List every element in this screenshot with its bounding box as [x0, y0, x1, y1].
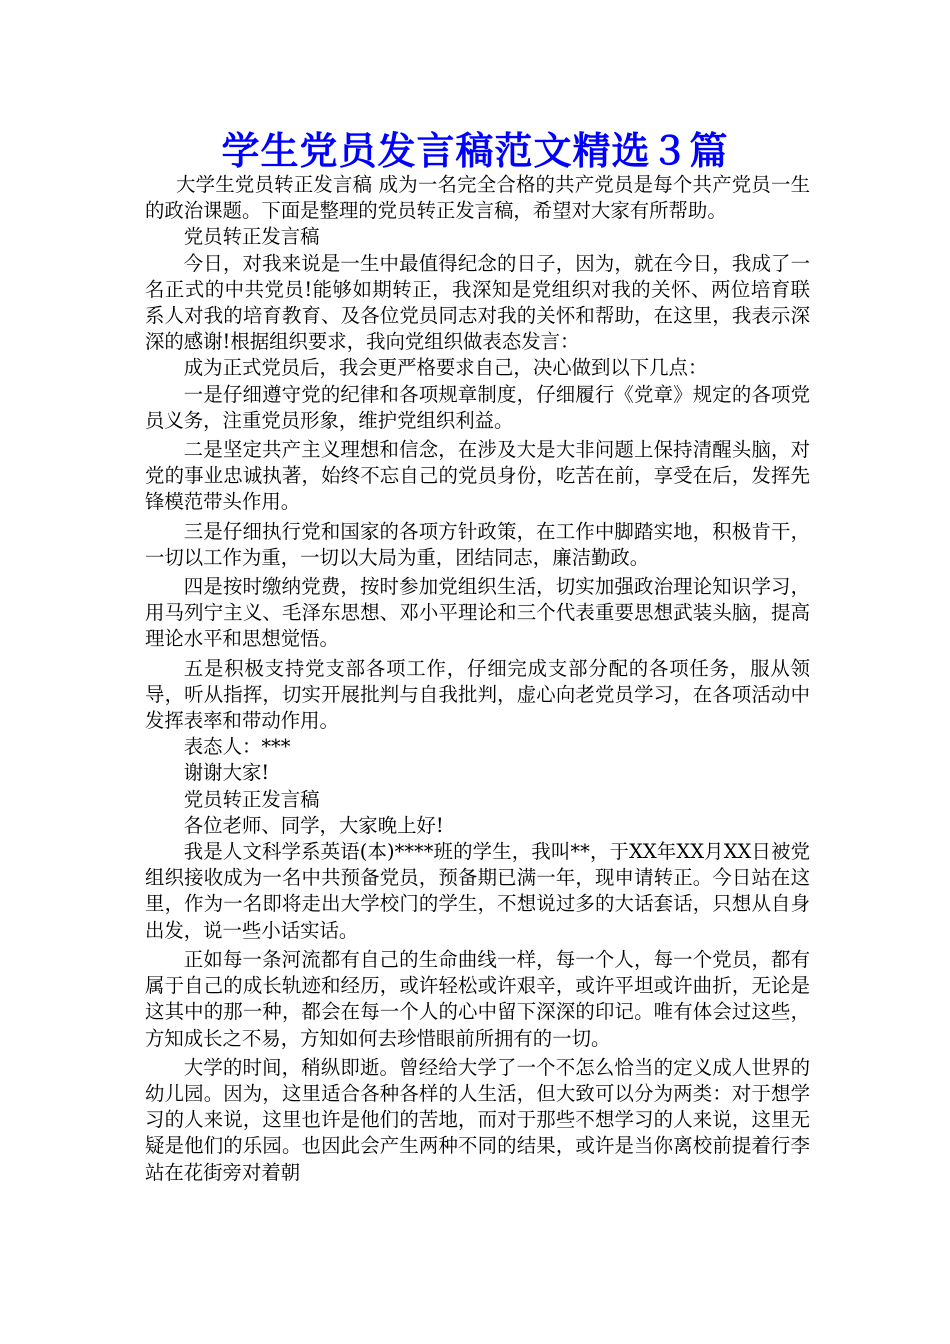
- signature-line: 表态人：***: [183, 735, 291, 759]
- body-paragraph: 五是积极支持党支部各项工作，仔细完成支部分配的各项任务，服从领导，听从指挥，切实开展批判与自我批判，虚心向老党员学习，在各项活动中发挥表率和带动作用。: [145, 656, 810, 733]
- body-paragraph: 大学的时间，稍纵即逝。曾经给大学了一个不怎么恰当的定义成人世界的幼儿园。因为，这里适合各种各样的人生活，但大致可以分为两类：对于想学习的人来说，这里也许是他们的苦地，而对于那些不想学习的人来说，这里无疑是他们的乐园。也因此会产生两种不同的结果，或许是当你离校前提着行李站在花街旁对着朝: [145, 1055, 810, 1184]
- body-paragraph: 今日，对我来说是一生中最值得纪念的日子，因为，就在今日，我成了一名正式的中共党员!能够如期转正，我深知是党组织对我的关怀、两位培育联系人对我的培育教育、及各位党员同志对我的关怀和帮助，在这里，我表示深深的感谢!根据组织要求，我向党组织做表态发言：: [145, 251, 810, 354]
- body-paragraph: 三是仔细执行党和国家的各项方针政策，在工作中脚踏实地，积极肯干，一切以工作为重，一切以大局为重，团结同志，廉洁勤政。: [145, 519, 810, 569]
- body-paragraph: 一是仔细遵守党的纪律和各项规章制度，仔细履行《党章》规定的各项党员义务，注重党员形象，维护党组织利益。: [145, 382, 810, 432]
- section-heading-2: 党员转正发言稿: [183, 787, 320, 811]
- body-paragraph: 我是人文科学系英语(本)****班的学生，我叫**，于XX年XX月XX日被党组织接收成为一名中共预备党员，预备期已满一年，现申请转正。今日站在这里，作为一名即将走出大学校门的学生，不想说过多的大话套话，只想从自身出发，说一些小话实话。: [145, 840, 810, 942]
- document-title: 学生党员发言稿范文精选３篇: [221, 128, 729, 173]
- intro-paragraph: 大学生党员转正发言稿 成为一名完全合格的共产党员是每个共产党员一生的政治课题。下面是整理的党员转正发言稿，希望对大家有所帮助。: [145, 173, 810, 223]
- greeting-line: 各位老师、同学，大家晚上好!: [183, 813, 444, 837]
- document-body: [145, 172, 810, 1186]
- closing-line: 谢谢大家!: [183, 761, 270, 785]
- body-paragraph: 四是按时缴纳党费，按时参加党组织生活，切实加强政治理论知识学习，用马列宁主义、毛泽东思想、邓小平理论和三个代表重要思想武装头脑，提高理论水平和思想觉悟。: [145, 575, 810, 651]
- body-paragraph: 二是坚定共产主义理想和信念，在涉及大是大非问题上保持清醒头脑，对党的事业忠诚执著，始终不忘自己的党员身份，吃苦在前，享受在后，发挥先锋模范带头作用。: [145, 438, 810, 514]
- body-paragraph: 正如每一条河流都有自己的生命曲线一样，每一个人，每一个党员，都有属于自己的成长轨迹和经历，或许轻松或许艰辛，或许平坦或许曲折，无论是这其中的那一种，都会在每一个人的心中留下深深的印记。唯有体会过这些，方知成长之不易，方知如何去珍惜眼前所拥有的一切。: [145, 947, 810, 1050]
- body-paragraph: 成为正式党员后，我会更严格要求自己，决心做到以下几点：: [183, 356, 708, 380]
- section-heading-1: 党员转正发言稿: [183, 225, 320, 249]
